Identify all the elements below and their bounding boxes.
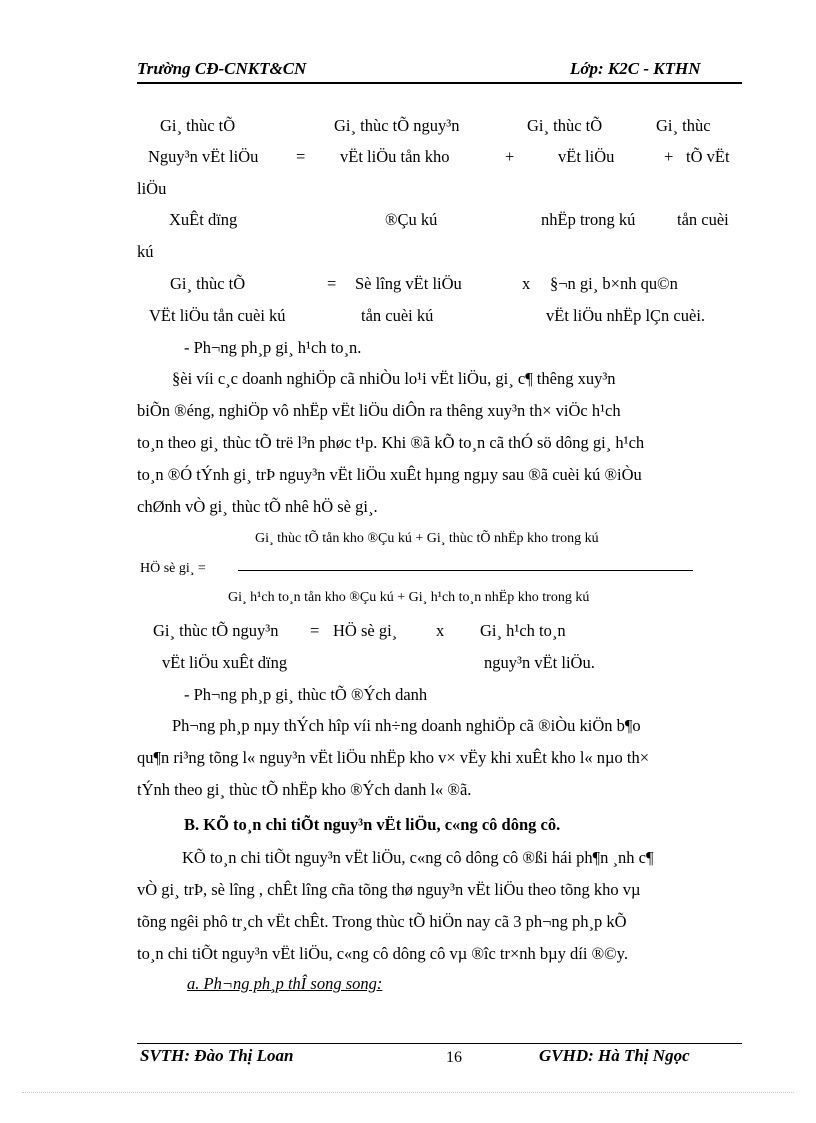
p1-line: chØnh vÒ gi¸ thùc tÕ nhê hÖ sè gi¸. [137, 497, 378, 516]
f3-r1-c1: Gi¸ thùc tÕ nguy³n [153, 621, 279, 640]
f3-r1-x: x [436, 621, 445, 640]
f1-r2-plus2: + [664, 147, 674, 166]
f2-r2-c2: tån cuèi kú [361, 306, 434, 325]
f3-r1-c2: HÖ sè gi¸ [333, 621, 398, 640]
f1-r4-c4: tån cuèi [677, 210, 729, 229]
f1-r1-c2: Gi¸ thùc tÕ nguy³n [334, 116, 460, 135]
f1-r2-eq: = [296, 147, 306, 166]
p1-line: to¸n theo gi¸ thùc tÕ trë l³n phøc t¹p. Khi ®ã kÕ to¸n cã thÓ sö dông gi¸ h¹ch [137, 433, 645, 452]
f1-r2-c1: Nguy³n vËt liÖu [148, 147, 259, 166]
f2-r1-c2: Sè lîng vËt liÖu [355, 274, 462, 293]
f2-r2-c3: vËt liÖu nhËp lÇn cuèi. [546, 306, 706, 325]
f2-r1-x: x [522, 274, 531, 293]
p1-line: biÕn ®éng, nghiÖp vô nhËp vËt liÖu diÔn ra thêng xuy³n th× viÖc h¹ch [137, 401, 621, 420]
p3-line: to¸n chi tiÕt nguy³n vËt liÖu, c«ng cô dông cô vµ ®îc tr×nh bµy díi ®©y. [137, 944, 628, 963]
method-actual-cost: - Ph¬ng ph¸p gi¸ h¹ch to¸n. [184, 338, 362, 357]
p3-line: KÕ to¸n chi tiÕt nguy³n vËt liÖu, c«ng cô dông cô ®ßi hái ph¶n ¸nh c¶ [182, 848, 654, 867]
f1-r4-c1: XuÊt dïng [169, 210, 238, 229]
f1-r4-c3: nhËp trong kú [541, 210, 636, 229]
f1-r5: kú [137, 242, 154, 261]
f1-r2-plus1: + [505, 147, 515, 166]
f2-r1-eq: = [327, 274, 337, 293]
f1-r4-c2: ®Çu kú [385, 210, 438, 229]
header-school: Trường CĐ-CNKT&CN [137, 59, 307, 78]
fraction-bar [238, 570, 693, 571]
footer-supervisor: GVHD: Hà Thị Ngọc [539, 1046, 690, 1065]
header-class: Lớp: K2C - KTHN [570, 59, 701, 78]
paragraph-2 [108, 710, 740, 806]
f1-r2-c3: vËt liÖu [558, 147, 615, 166]
fraction-label: HÖ sè gi¸ = [140, 561, 206, 576]
f1-r2-c2: vËt liÖu tån kho [340, 147, 450, 166]
subheading: a. Ph¬ng ph¸p thÎ song song: [187, 974, 383, 993]
method-specific: - Ph¬ng ph¸p gi¸ thùc tÕ ®Ých danh [184, 685, 428, 704]
paragraph-1 [108, 363, 740, 523]
fraction-denominator: Gi¸ h¹ch to¸n tån kho ®Çu kú + Gi¸ h¹ch to¸n nhËp kho trong kú [228, 590, 590, 605]
page-number: 16 [446, 1049, 462, 1066]
p2-line: tÝnh theo gi¸ thùc tÕ nhËp kho ®Ých danh l« ®ã. [137, 780, 472, 799]
f2-r2-c1: VËt liÖu tån cuèi kú [149, 306, 286, 325]
header-rule [137, 82, 742, 84]
footer-student: SVTH: Đào Thị Loan [140, 1046, 294, 1065]
f1-r1-c3: Gi¸ thùc tÕ [527, 116, 603, 135]
f3-r2-c1: vËt liÖu xuÊt dïng [162, 653, 288, 672]
f2-r1-c1: Gi¸ thùc tÕ [170, 274, 246, 293]
f3-r2-c2: nguy³n vËt liÖu. [484, 653, 595, 672]
f1-r2-c4: tÕ vËt [686, 147, 730, 166]
f1-r1-c4: Gi¸ thùc [656, 116, 711, 135]
fraction-numerator: Gi¸ thùc tÕ tån kho ®Çu kú + Gi¸ thùc tÕ nhËp kho trong kú [255, 531, 599, 546]
p1-line: §èi víi c¸c doanh nghiÖp cã nhiÒu lo¹i vËt liÖu, gi¸ c¶ thêng xuy³n [172, 369, 616, 388]
p2-line: Ph¬ng ph¸p nµy thÝch hîp víi nh÷ng doanh nghiÖp cã ®iÒu kiÖn b¶o [172, 716, 641, 735]
p3-line: tõng ngêi phô tr¸ch vËt chÊt. Trong thùc tÕ hiÖn nay cã 3 ph¬ng ph¸p kÕ [137, 912, 627, 931]
p2-line: qu¶n ri³ng tõng l« nguy³n vËt liÖu nhËp kho v× vËy khi xuÊt kho l« nµo th× [137, 748, 650, 767]
p3-line: vÒ gi¸ trÞ, sè lîng , chÊt lîng cña tõng thø nguy³n vËt liÖu theo tõng kho vµ [137, 880, 641, 899]
paragraph-3 [108, 842, 740, 970]
f3-r1-eq: = [310, 621, 320, 640]
f3-r1-c3: Gi¸ h¹ch to¸n [480, 621, 566, 640]
footer-rule [137, 1043, 742, 1044]
page-edge-dots [22, 1092, 794, 1093]
f1-r1-c1: Gi¸ thùc tÕ [160, 116, 236, 135]
f2-r1-c3: §¬n gi¸ b×nh qu©n [550, 274, 678, 293]
f1-r3: liÖu [137, 179, 167, 198]
p1-line: to¸n ®Ó tÝnh gi¸ trÞ nguy³n vËt liÖu xuÊt hµng ngµy sau ®ã cuèi kú ®iÒu [137, 465, 642, 484]
section-heading: B. KÕ to¸n chi tiÕt nguy³n vËt liÖu, c«ng cô dông cô. [184, 815, 561, 834]
